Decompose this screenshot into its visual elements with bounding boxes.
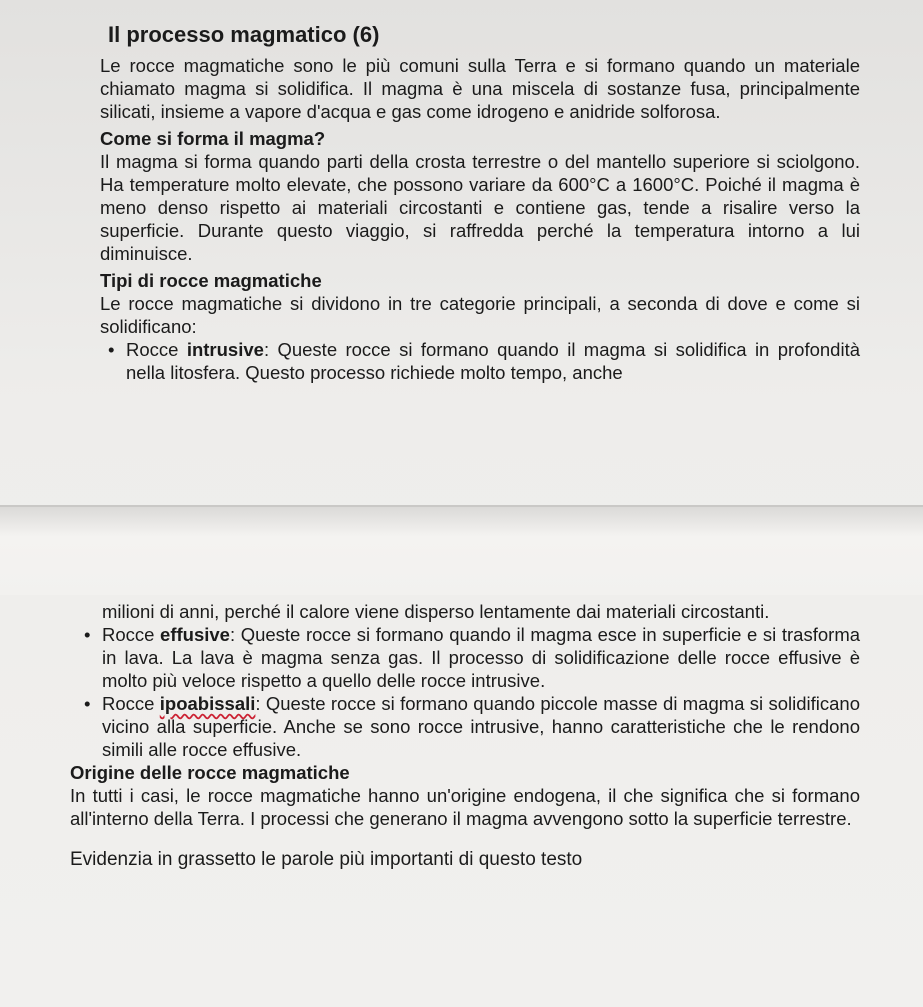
page-fold-divider [0,505,923,507]
section2-text: Le rocce magmatiche si dividono in tre categorie principali, a seconda di dove e come si solidificano: [100,293,860,337]
bullet-intrusive: • Rocce intrusive: Queste rocce si formano quando il magma si solidifica in profondità nella litosfera. Questo processo richiede molto tempo, anche [108,339,861,383]
section3-text: In tutti i casi, le rocce magmatiche hanno un'origine endogena, il che significa che si formano all'interno della Terra. I processi che generano il magma avvengono sotto la superficie terrestre. [70,785,860,829]
section2-heading: Tipi di rocce magmatiche [100,270,322,291]
section3-heading: Origine delle rocce magmatiche [70,762,350,783]
bullet-effusive: • Rocce effusive: Queste rocce si formano quando il magma esce in superficie e si trasforma in lava. La lava è magma senza gas. Il processo di solidificazione delle rocce effusive è molto più veloce rispetto a quello delle rocce intrusive. [84,624,861,691]
bullet-ipoabissali: • Rocce ipoabissali: Queste rocce si formano quando piccole masse di magma si solidificano vicino alla superficie. Anche se sono rocce intrusive, hanno caratteristiche che le rendono simili alle rocce effusive. [84,693,860,760]
section1-heading: Come si forma il magma? [100,128,326,149]
intro-paragraph: Le rocce magmatiche sono le più comuni sulla Terra e si formano quando un materiale chiamato magma si solidifica. Il magma è una miscela di sostanze fusa, principalmente silicati, insieme a vapore d'acqua e gas come idrogeno e anidride solforosa. [100,55,860,122]
document-title: Il processo magmatico (6) [108,22,380,47]
section1-text: Il magma si forma quando parti della crosta terrestre o del mantello superiore si sciolgono. Ha temperature molto elevate, che possono variare da 600°C a 1600°C. Poiché il magma è meno denso rispetto ai materiali circostanti e contiene gas, tende a risalire verso la superficie. Durante questo viaggio, si raffredda perché la temperatura intorno a lui diminuisce. [100,151,860,264]
lower-page-section [70,600,860,871]
bullet-dot: • [84,693,91,714]
bullet-dot: • [84,624,91,645]
instruction-text: Evidenzia in grassetto le parole più importanti di questo testo [70,849,583,870]
bullet-dot: • [108,339,115,360]
keyword-intrusive: intrusive [186,339,264,360]
keyword-ipoabissali: ipoabissali [159,693,256,714]
keyword-effusive: effusive [160,624,230,645]
upper-page-section [100,22,860,384]
page-fold-gap [0,505,923,595]
bullet-intrusive-continuation: milioni di anni, perché il calore viene disperso lentamente dai materiali circostanti. [102,601,770,622]
